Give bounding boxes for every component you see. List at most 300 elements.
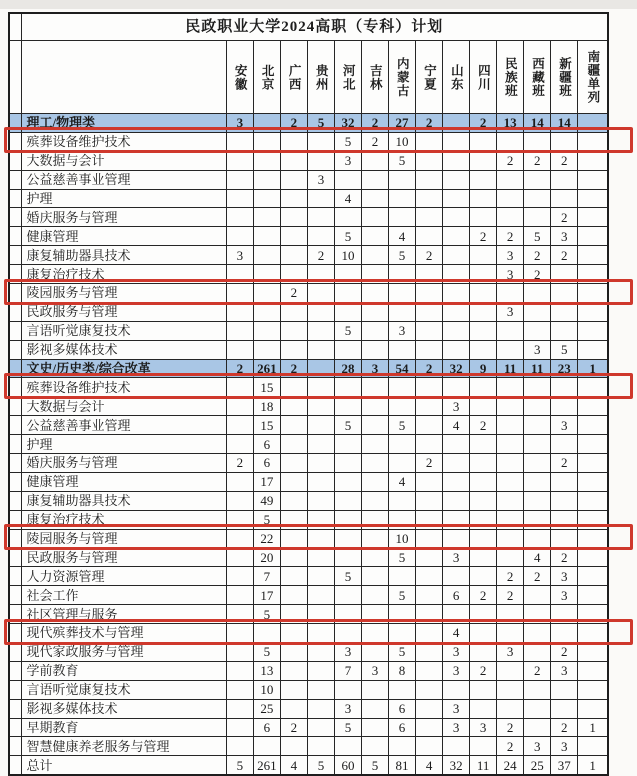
table-row bbox=[9, 567, 608, 586]
cell: 10 bbox=[389, 132, 416, 151]
cell bbox=[361, 680, 388, 699]
gutter-cell bbox=[9, 699, 21, 718]
cell bbox=[470, 397, 497, 416]
cell bbox=[361, 586, 388, 605]
cell bbox=[578, 567, 608, 586]
cell bbox=[416, 737, 443, 756]
cell: 3 bbox=[497, 246, 524, 265]
cell bbox=[416, 265, 443, 284]
cell: 14 bbox=[524, 114, 551, 133]
column-header-label: 民族班 bbox=[503, 56, 518, 98]
cell bbox=[307, 718, 334, 737]
cell: 3 bbox=[497, 302, 524, 321]
cell bbox=[470, 642, 497, 661]
gutter-cell bbox=[9, 41, 21, 114]
cell bbox=[443, 491, 470, 510]
cell bbox=[551, 529, 578, 548]
row-label: 社区管理与服务 bbox=[21, 605, 226, 624]
cell: 2 bbox=[416, 454, 443, 473]
cell bbox=[389, 284, 416, 303]
cell bbox=[334, 454, 361, 473]
cell bbox=[253, 302, 280, 321]
cell bbox=[470, 378, 497, 397]
gutter-cell bbox=[9, 284, 21, 303]
cell bbox=[578, 435, 608, 454]
cell: 25 bbox=[524, 756, 551, 775]
cell: 3 bbox=[443, 642, 470, 661]
cell bbox=[307, 661, 334, 680]
cell bbox=[226, 699, 253, 718]
table-row bbox=[9, 661, 608, 680]
cell bbox=[578, 265, 608, 284]
cell bbox=[416, 491, 443, 510]
cell bbox=[524, 472, 551, 491]
cell bbox=[470, 170, 497, 189]
cell bbox=[497, 548, 524, 567]
row-label: 健康管理 bbox=[21, 472, 226, 491]
cell bbox=[280, 265, 307, 284]
cell bbox=[551, 435, 578, 454]
cell: 2 bbox=[524, 246, 551, 265]
column-header-label: 贵州 bbox=[314, 63, 329, 91]
cell: 2 bbox=[280, 114, 307, 133]
cell bbox=[334, 737, 361, 756]
row-label: 现代殡葬技术与管理 bbox=[21, 624, 226, 643]
cell: 11 bbox=[497, 359, 524, 378]
cell bbox=[361, 208, 388, 227]
cell bbox=[578, 340, 608, 359]
cell bbox=[334, 284, 361, 303]
cell bbox=[524, 586, 551, 605]
cell bbox=[280, 491, 307, 510]
cell bbox=[524, 132, 551, 151]
cell: 7 bbox=[253, 567, 280, 586]
cell bbox=[551, 170, 578, 189]
cell: 2 bbox=[470, 227, 497, 246]
cell: 3 bbox=[551, 567, 578, 586]
cell: 3 bbox=[551, 416, 578, 435]
cell: 2 bbox=[361, 132, 388, 151]
cell bbox=[578, 624, 608, 643]
row-label: 现代家政服务与管理 bbox=[21, 642, 226, 661]
cell bbox=[226, 284, 253, 303]
cell bbox=[524, 302, 551, 321]
cell bbox=[253, 737, 280, 756]
cell bbox=[334, 680, 361, 699]
row-label: 护理 bbox=[21, 189, 226, 208]
cell bbox=[497, 491, 524, 510]
table-row bbox=[9, 151, 608, 170]
cell bbox=[551, 624, 578, 643]
row-label-header-cell bbox=[21, 41, 226, 114]
cell: 5 bbox=[253, 510, 280, 529]
cell bbox=[307, 605, 334, 624]
column-header bbox=[443, 41, 470, 114]
cell bbox=[361, 718, 388, 737]
cell bbox=[389, 680, 416, 699]
cell bbox=[280, 246, 307, 265]
row-label: 社会工作 bbox=[21, 586, 226, 605]
gutter-cell bbox=[9, 548, 21, 567]
cell bbox=[470, 699, 497, 718]
gutter-cell bbox=[9, 510, 21, 529]
cell bbox=[389, 265, 416, 284]
gutter-cell bbox=[9, 340, 21, 359]
cell bbox=[253, 227, 280, 246]
cell: 2 bbox=[307, 246, 334, 265]
table-row bbox=[9, 170, 608, 189]
row-label: 民政服务与管理 bbox=[21, 548, 226, 567]
cell bbox=[524, 510, 551, 529]
cell bbox=[443, 680, 470, 699]
table-row bbox=[9, 246, 608, 265]
cell bbox=[578, 491, 608, 510]
cell bbox=[551, 472, 578, 491]
cell bbox=[334, 340, 361, 359]
cell: 2 bbox=[524, 661, 551, 680]
cell bbox=[443, 208, 470, 227]
cell bbox=[443, 529, 470, 548]
column-header bbox=[226, 41, 253, 114]
cell: 4 bbox=[443, 624, 470, 643]
column-header-label: 四川 bbox=[476, 63, 491, 91]
cell bbox=[334, 378, 361, 397]
column-header-label: 河北 bbox=[341, 63, 356, 91]
cell bbox=[470, 529, 497, 548]
cell: 3 bbox=[226, 246, 253, 265]
cell bbox=[361, 151, 388, 170]
cell bbox=[416, 661, 443, 680]
row-label: 大数据与会计 bbox=[21, 151, 226, 170]
cell: 3 bbox=[551, 661, 578, 680]
cell: 3 bbox=[443, 699, 470, 718]
cell bbox=[416, 321, 443, 340]
cell bbox=[578, 680, 608, 699]
cell: 4 bbox=[389, 227, 416, 246]
cell bbox=[443, 321, 470, 340]
cell bbox=[280, 416, 307, 435]
cell bbox=[443, 378, 470, 397]
cell bbox=[443, 170, 470, 189]
cell bbox=[524, 642, 551, 661]
gutter-cell bbox=[9, 642, 21, 661]
cell bbox=[578, 472, 608, 491]
cell: 5 bbox=[389, 151, 416, 170]
cell bbox=[280, 302, 307, 321]
cell bbox=[361, 302, 388, 321]
cell bbox=[253, 624, 280, 643]
gutter-cell bbox=[9, 132, 21, 151]
table-row bbox=[9, 718, 608, 737]
cell: 15 bbox=[253, 378, 280, 397]
cell bbox=[443, 340, 470, 359]
table-row bbox=[9, 491, 608, 510]
gutter-cell bbox=[9, 737, 21, 756]
cell: 3 bbox=[551, 737, 578, 756]
cell: 5 bbox=[551, 340, 578, 359]
column-header-label: 西藏班 bbox=[530, 56, 545, 98]
table-row bbox=[9, 227, 608, 246]
cell: 5 bbox=[524, 227, 551, 246]
cell: 7 bbox=[334, 661, 361, 680]
cell bbox=[307, 435, 334, 454]
cell bbox=[497, 661, 524, 680]
column-header bbox=[524, 41, 551, 114]
cell bbox=[280, 548, 307, 567]
cell bbox=[334, 491, 361, 510]
cell bbox=[578, 510, 608, 529]
cell bbox=[389, 302, 416, 321]
column-header bbox=[497, 41, 524, 114]
cell bbox=[470, 605, 497, 624]
cell bbox=[334, 586, 361, 605]
cell bbox=[497, 510, 524, 529]
cell bbox=[551, 491, 578, 510]
cell: 23 bbox=[551, 359, 578, 378]
cell: 2 bbox=[280, 359, 307, 378]
cell: 24 bbox=[497, 756, 524, 775]
cell bbox=[443, 605, 470, 624]
section-header-row bbox=[9, 114, 608, 133]
cell bbox=[280, 321, 307, 340]
cell bbox=[524, 170, 551, 189]
cell bbox=[497, 605, 524, 624]
cell bbox=[416, 510, 443, 529]
cell: 2 bbox=[497, 737, 524, 756]
cell bbox=[280, 642, 307, 661]
column-header-label: 北京 bbox=[260, 63, 275, 91]
cell bbox=[307, 378, 334, 397]
cell bbox=[443, 284, 470, 303]
cell: 6 bbox=[389, 718, 416, 737]
cell bbox=[307, 340, 334, 359]
table-row bbox=[9, 680, 608, 699]
cell bbox=[578, 189, 608, 208]
cell bbox=[307, 265, 334, 284]
cell: 3 bbox=[226, 114, 253, 133]
column-header bbox=[470, 41, 497, 114]
column-header bbox=[280, 41, 307, 114]
cell bbox=[226, 529, 253, 548]
cell: 2 bbox=[416, 359, 443, 378]
cell: 10 bbox=[253, 680, 280, 699]
cell bbox=[307, 189, 334, 208]
gutter-cell bbox=[9, 435, 21, 454]
cell bbox=[443, 454, 470, 473]
table-row bbox=[9, 189, 608, 208]
row-label: 言语听觉康复技术 bbox=[21, 680, 226, 699]
cell: 3 bbox=[497, 642, 524, 661]
cell: 5 bbox=[253, 605, 280, 624]
cell bbox=[307, 548, 334, 567]
cell bbox=[578, 208, 608, 227]
cell bbox=[361, 472, 388, 491]
row-label: 康复治疗技术 bbox=[21, 510, 226, 529]
cell bbox=[226, 321, 253, 340]
cell bbox=[253, 208, 280, 227]
cell bbox=[416, 284, 443, 303]
cell bbox=[307, 454, 334, 473]
cell bbox=[280, 208, 307, 227]
cell: 2 bbox=[280, 718, 307, 737]
row-label: 人力资源管理 bbox=[21, 567, 226, 586]
cell bbox=[578, 605, 608, 624]
cell bbox=[578, 661, 608, 680]
gutter-cell bbox=[9, 114, 21, 133]
cell: 5 bbox=[307, 756, 334, 775]
cell bbox=[470, 680, 497, 699]
highlighted-major-row bbox=[9, 529, 608, 548]
cell: 2 bbox=[524, 567, 551, 586]
cell bbox=[416, 378, 443, 397]
cell bbox=[497, 397, 524, 416]
cell: 32 bbox=[443, 359, 470, 378]
cell bbox=[389, 491, 416, 510]
cell bbox=[280, 435, 307, 454]
cell bbox=[524, 321, 551, 340]
cell: 10 bbox=[389, 529, 416, 548]
cell: 4 bbox=[416, 756, 443, 775]
cell bbox=[389, 397, 416, 416]
cell bbox=[226, 435, 253, 454]
cell: 2 bbox=[416, 246, 443, 265]
table-row bbox=[9, 472, 608, 491]
cell bbox=[253, 189, 280, 208]
cell bbox=[280, 151, 307, 170]
cell bbox=[226, 265, 253, 284]
cell bbox=[443, 246, 470, 265]
title-row bbox=[9, 13, 608, 41]
cell: 4 bbox=[443, 416, 470, 435]
cell bbox=[497, 189, 524, 208]
cell bbox=[280, 680, 307, 699]
row-label: 影视多媒体技术 bbox=[21, 699, 226, 718]
cell bbox=[497, 208, 524, 227]
cell: 4 bbox=[334, 189, 361, 208]
cell: 3 bbox=[497, 265, 524, 284]
cell bbox=[280, 624, 307, 643]
cell bbox=[334, 624, 361, 643]
cell bbox=[226, 397, 253, 416]
cell bbox=[470, 454, 497, 473]
cell bbox=[361, 378, 388, 397]
cell bbox=[226, 642, 253, 661]
cell bbox=[416, 397, 443, 416]
row-label: 智慧健康养老服务与管理 bbox=[21, 737, 226, 756]
cell: 1 bbox=[578, 756, 608, 775]
cell bbox=[226, 170, 253, 189]
cell bbox=[470, 265, 497, 284]
cell bbox=[497, 435, 524, 454]
cell bbox=[578, 132, 608, 151]
cell bbox=[416, 416, 443, 435]
cell bbox=[361, 624, 388, 643]
cell bbox=[578, 246, 608, 265]
cell bbox=[551, 680, 578, 699]
gutter-cell bbox=[9, 491, 21, 510]
cell bbox=[524, 189, 551, 208]
gutter-cell bbox=[9, 321, 21, 340]
cell bbox=[497, 170, 524, 189]
column-header-row bbox=[9, 41, 608, 114]
cell bbox=[389, 378, 416, 397]
cell bbox=[524, 378, 551, 397]
cell bbox=[416, 718, 443, 737]
cell bbox=[253, 265, 280, 284]
cell bbox=[497, 321, 524, 340]
cell: 3 bbox=[443, 397, 470, 416]
cell: 6 bbox=[443, 586, 470, 605]
cell: 5 bbox=[389, 586, 416, 605]
cell bbox=[497, 699, 524, 718]
row-label: 殡葬设备维护技术 bbox=[21, 378, 226, 397]
cell: 13 bbox=[497, 114, 524, 133]
cell bbox=[443, 737, 470, 756]
cell bbox=[416, 548, 443, 567]
cell: 2 bbox=[497, 227, 524, 246]
cell bbox=[280, 699, 307, 718]
cell bbox=[524, 416, 551, 435]
cell bbox=[443, 510, 470, 529]
cell bbox=[524, 605, 551, 624]
cell bbox=[226, 416, 253, 435]
cell: 3 bbox=[334, 151, 361, 170]
cell bbox=[497, 680, 524, 699]
gutter-cell bbox=[9, 472, 21, 491]
cell bbox=[416, 435, 443, 454]
cell bbox=[551, 132, 578, 151]
cell: 6 bbox=[253, 435, 280, 454]
cell bbox=[524, 699, 551, 718]
cell bbox=[334, 435, 361, 454]
cell bbox=[497, 340, 524, 359]
row-label: 健康管理 bbox=[21, 227, 226, 246]
cell bbox=[253, 340, 280, 359]
cell bbox=[578, 397, 608, 416]
gutter-cell bbox=[9, 246, 21, 265]
cell bbox=[578, 284, 608, 303]
cell bbox=[226, 624, 253, 643]
cell: 2 bbox=[470, 661, 497, 680]
gutter-cell bbox=[9, 227, 21, 246]
cell: 6 bbox=[253, 454, 280, 473]
cell bbox=[389, 189, 416, 208]
cell bbox=[334, 208, 361, 227]
cell: 5 bbox=[334, 132, 361, 151]
cell bbox=[524, 435, 551, 454]
cell bbox=[578, 699, 608, 718]
cell: 54 bbox=[389, 359, 416, 378]
cell bbox=[416, 170, 443, 189]
cell bbox=[307, 359, 334, 378]
table-row bbox=[9, 208, 608, 227]
cell: 13 bbox=[253, 661, 280, 680]
cell bbox=[443, 189, 470, 208]
cell bbox=[524, 529, 551, 548]
cell: 11 bbox=[524, 359, 551, 378]
cell bbox=[470, 491, 497, 510]
cell bbox=[551, 378, 578, 397]
cell bbox=[280, 340, 307, 359]
table-row bbox=[9, 510, 608, 529]
cell bbox=[334, 605, 361, 624]
cell bbox=[416, 302, 443, 321]
gutter-cell bbox=[9, 170, 21, 189]
page-margin-strip bbox=[0, 0, 637, 9]
cell: 2 bbox=[361, 114, 388, 133]
cell bbox=[470, 208, 497, 227]
cell bbox=[470, 302, 497, 321]
